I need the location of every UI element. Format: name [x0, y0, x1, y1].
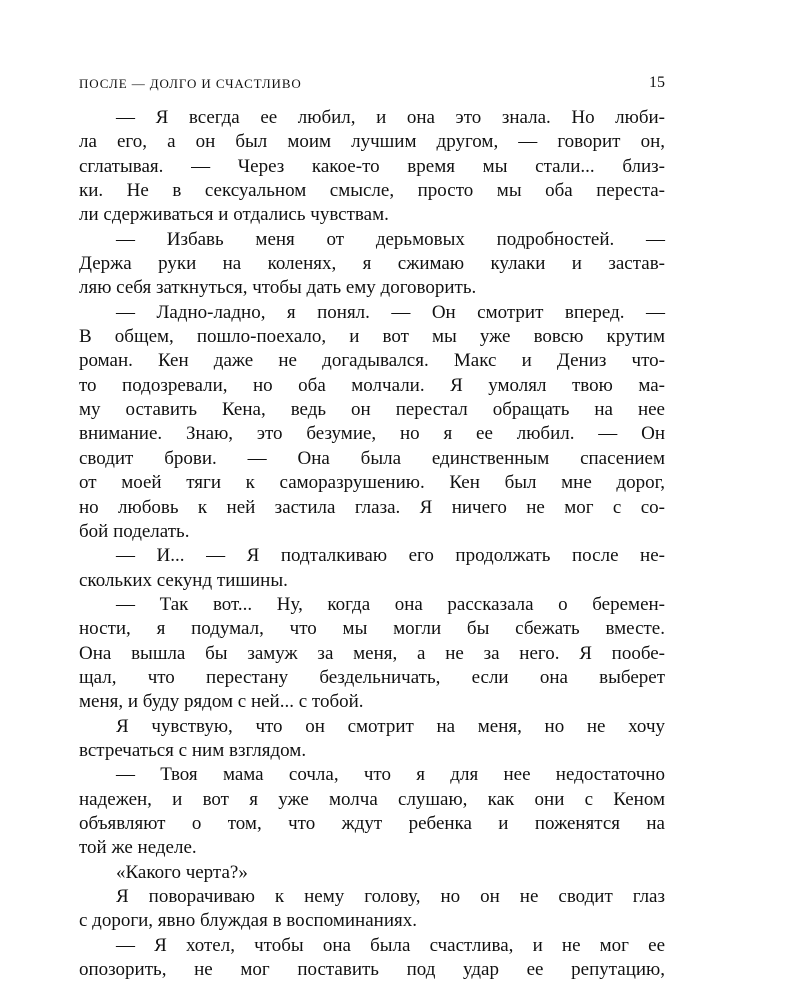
text-line: встречаться с ним взглядом.: [79, 739, 307, 761]
text-line: «Какого черта?»: [116, 861, 248, 883]
text-line: опозорить, не мог поставить под удар ее репутацию,: [79, 959, 665, 981]
text-line: роман. Кен даже не догадывался. Макс и Дениз что-: [79, 350, 665, 372]
text-line: Держа руки на коленях, я сжимаю кулаки и застав-: [79, 253, 665, 275]
text-line: от моей тяги к саморазрушению. Кен был мне дорог,: [79, 472, 665, 494]
text-line: ности, я подумал, что мы могли бы сбежать вместе.: [79, 618, 665, 640]
text-line: надежен, и вот я уже молча слушаю, как они с Кеном: [79, 788, 665, 810]
running-title: ПОСЛЕ — ДОЛГО И СЧАСТЛИВО: [79, 76, 302, 91]
book-page: [79, 76, 665, 982]
text-line: ли сдерживаться и отдались чувствам.: [79, 204, 389, 226]
text-line: щал, что перестану бездельничать, если она выберет: [79, 666, 665, 688]
text-line: объявляют о том, что ждут ребенка и поженятся на: [79, 812, 665, 834]
text-line: меня, и буду рядом с ней... с тобой.: [79, 691, 364, 713]
text-line: Я чувствую, что он смотрит на меня, но не хочу: [116, 715, 665, 737]
text-line: бой поделать.: [79, 520, 190, 542]
page-number: 15: [649, 74, 665, 91]
text-line: внимание. Знаю, это безумие, но я ее любил. — Он: [79, 423, 665, 445]
text-line: сводит брови. — Она была единственным спасением: [79, 447, 665, 469]
text-line: ла его, а он был моим лучшим другом, — говорит он,: [79, 131, 665, 153]
text-line: то подозревали, но оба молчали. Я умолял твою ма-: [79, 374, 665, 396]
text-line: ки. Не в сексуальном смысле, просто мы оба переста-: [79, 180, 665, 202]
text-line: Я поворачиваю к нему голову, но он не сводит глаз: [116, 886, 665, 907]
text-line: му оставить Кена, ведь он перестал обращать на нее: [79, 399, 665, 421]
text-line: — Избавь меня от дерьмовых подробностей. —: [116, 228, 665, 250]
text-line: — Я хотел, чтобы она была счастлива, и не мог ее: [116, 934, 665, 956]
text-line: с дороги, явно блуждая в воспоминаниях.: [79, 910, 417, 932]
text-line: — Так вот... Ну, когда она рассказала о беремен-: [116, 593, 665, 615]
running-head: [79, 76, 665, 106]
text-line: но любовь к ней застила глаза. Я ничего не мог с со-: [79, 496, 665, 518]
text-line: ляю себя заткнуться, чтобы дать ему договорить.: [79, 277, 477, 299]
text-line: — Ладно-ладно, я понял. — Он смотрит вперед. —: [116, 301, 665, 323]
text-line: — Я всегда ее любил, и она это знала. Но люби-: [116, 107, 665, 128]
text-line: Она вышла бы замуж за меня, а не за него. Я пообе-: [79, 642, 665, 664]
text-line: — Твоя мама сочла, что я для нее недостаточно: [116, 764, 665, 786]
text-line: той же неделе.: [79, 837, 197, 859]
body-text: [79, 106, 665, 982]
text-line: — И... — Я подталкиваю его продолжать после не-: [116, 545, 665, 567]
text-line: скольких секунд тишины.: [79, 569, 288, 591]
text-line: сглатывая. — Через какое-то время мы стали... близ-: [79, 155, 665, 177]
text-line: В общем, пошло-поехало, и вот мы уже вовсю крутим: [79, 326, 665, 348]
